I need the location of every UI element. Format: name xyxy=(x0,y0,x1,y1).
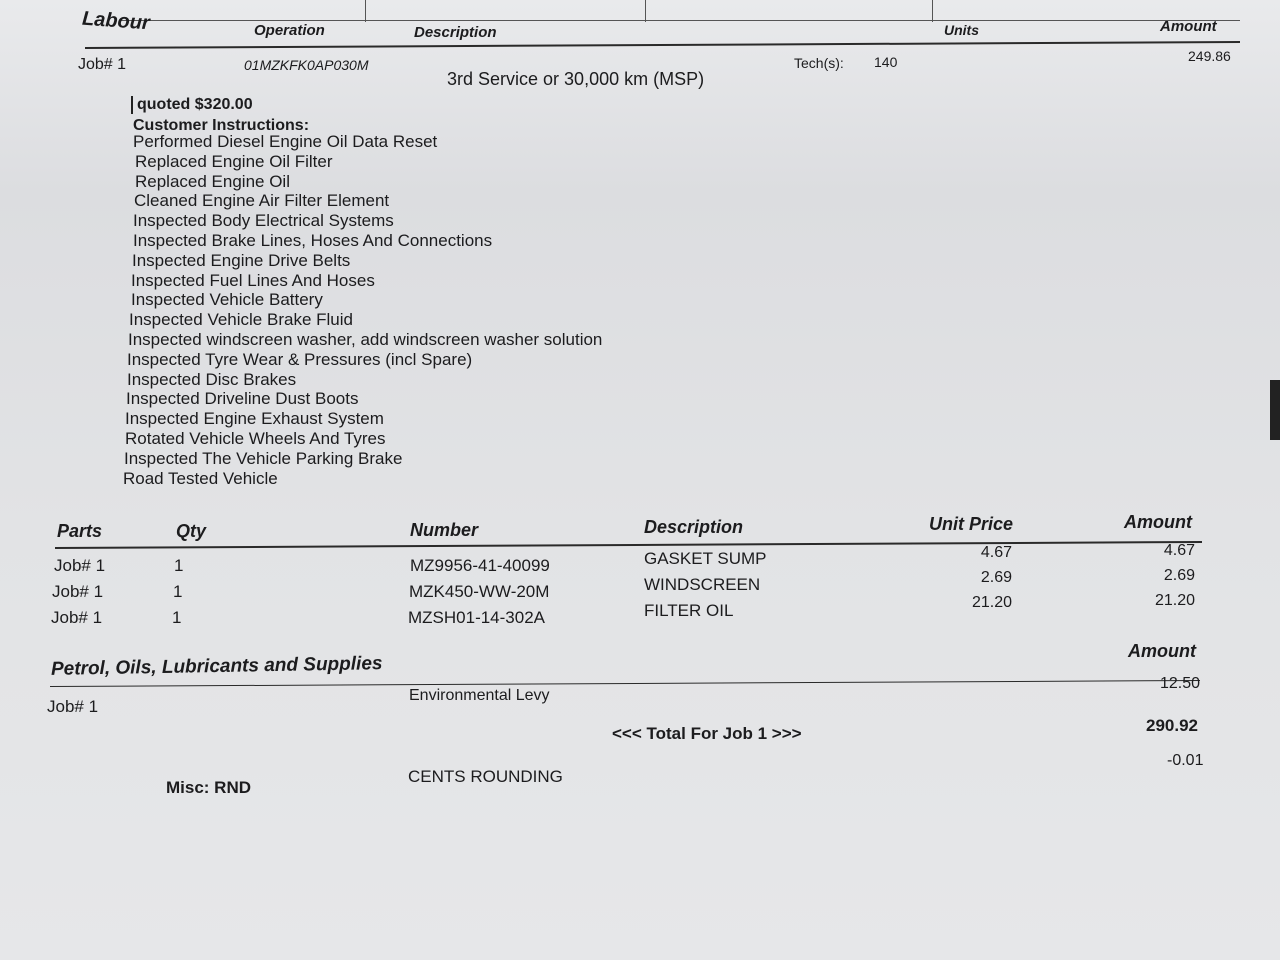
part-job: Job# 1 xyxy=(52,582,104,601)
col-parts: Parts xyxy=(57,521,103,541)
col-operation: Operation xyxy=(254,22,325,39)
instructions-label: Customer Instructions: xyxy=(133,117,310,134)
col-description: Description xyxy=(414,24,497,41)
col-part-amount: Amount xyxy=(1124,512,1192,532)
total-label: <<< Total For Job 1 >>> xyxy=(612,724,802,743)
part-unit-price: 4.67 xyxy=(980,544,1012,561)
part-unit-price: 2.69 xyxy=(980,569,1012,586)
instruction-item: Inspected Body Electrical Systems xyxy=(133,211,394,231)
instruction-item: Replaced Engine Oil xyxy=(135,171,290,191)
instruction-item: Inspected Engine Drive Belts xyxy=(132,250,351,270)
quoted-price: quoted $320.00 xyxy=(131,96,253,114)
misc-description: CENTS ROUNDING xyxy=(408,767,563,786)
part-number: MZ9956-41-40099 xyxy=(410,556,550,575)
parts-rule xyxy=(55,541,1202,549)
part-qty: 1 xyxy=(173,582,183,601)
instruction-item: Inspected The Vehicle Parking Brake xyxy=(124,448,403,468)
instruction-item: Replaced Engine Oil Filter xyxy=(135,151,333,171)
col-units: Units xyxy=(944,22,979,38)
labour-amount: 249.86 xyxy=(1188,48,1231,64)
operation-code: 01MZKFK0AP030M xyxy=(244,57,369,73)
instruction-item: Inspected Fuel Lines And Hoses xyxy=(131,270,375,290)
labour-heading: Labour xyxy=(81,7,151,35)
supplies-job: Job# 1 xyxy=(47,697,99,716)
instruction-item: Inspected Disc Brakes xyxy=(127,369,297,389)
instruction-item: Inspected Tyre Wear & Pressures (incl Spare) xyxy=(127,349,473,369)
part-unit-price: 21.20 xyxy=(971,594,1012,611)
tech-value: 140 xyxy=(874,54,898,70)
labour-job: Job# 1 xyxy=(78,56,127,73)
instruction-item: Inspected Driveline Dust Boots xyxy=(126,389,359,409)
part-amount: 21.20 xyxy=(1154,592,1195,609)
col-qty: Qty xyxy=(176,521,207,541)
supplies-rule xyxy=(50,680,1200,687)
part-description: WINDSCREEN xyxy=(644,575,761,594)
instruction-item: Inspected Brake Lines, Hoses And Connections xyxy=(133,231,493,250)
part-number: MZK450-WW-20M xyxy=(409,582,550,601)
part-description: FILTER OIL xyxy=(644,601,734,620)
labour-description: 3rd Service or 30,000 km (MSP) xyxy=(447,69,705,89)
instruction-item: Performed Diesel Engine Oil Data Reset xyxy=(133,132,438,151)
supplies-amount: 12.50 xyxy=(1160,675,1201,692)
background-edge xyxy=(1270,380,1280,440)
instruction-item: Inspected windscreen washer, add windscreen washer solution xyxy=(128,330,603,349)
supplies-heading: Petrol, Oils, Lubricants and Supplies xyxy=(50,653,383,680)
part-number: MZSH01-14-302A xyxy=(408,608,546,627)
instruction-item: Inspected Vehicle Battery xyxy=(131,290,323,310)
instruction-item: Road Tested Vehicle xyxy=(123,468,278,488)
instruction-item: Inspected Engine Exhaust System xyxy=(125,409,384,429)
col-number: Number xyxy=(410,520,479,540)
supplies-amount-label: Amount xyxy=(1128,641,1196,661)
labour-rule xyxy=(85,41,1240,49)
tech-label: Tech(s): xyxy=(794,55,844,71)
part-job: Job# 1 xyxy=(51,608,103,627)
instruction-item: Inspected Vehicle Brake Fluid xyxy=(129,310,353,330)
col-unit-price: Unit Price xyxy=(929,514,1014,534)
part-amount: 4.67 xyxy=(1163,542,1195,559)
col-amount: Amount xyxy=(1160,18,1217,35)
part-description: GASKET SUMP xyxy=(644,549,767,568)
supplies-description: Environmental Levy xyxy=(409,687,550,704)
total-value: 290.92 xyxy=(1146,716,1198,735)
part-amount: 2.69 xyxy=(1163,567,1195,584)
misc-label: Misc: RND xyxy=(166,778,252,797)
col-part-description: Description xyxy=(644,517,744,537)
misc-amount: -0.01 xyxy=(1167,752,1204,769)
part-job: Job# 1 xyxy=(54,556,106,575)
instruction-item: Cleaned Engine Air Filter Element xyxy=(134,191,390,211)
instruction-item: Rotated Vehicle Wheels And Tyres xyxy=(125,429,386,448)
part-qty: 1 xyxy=(172,608,182,627)
part-qty: 1 xyxy=(174,556,184,575)
